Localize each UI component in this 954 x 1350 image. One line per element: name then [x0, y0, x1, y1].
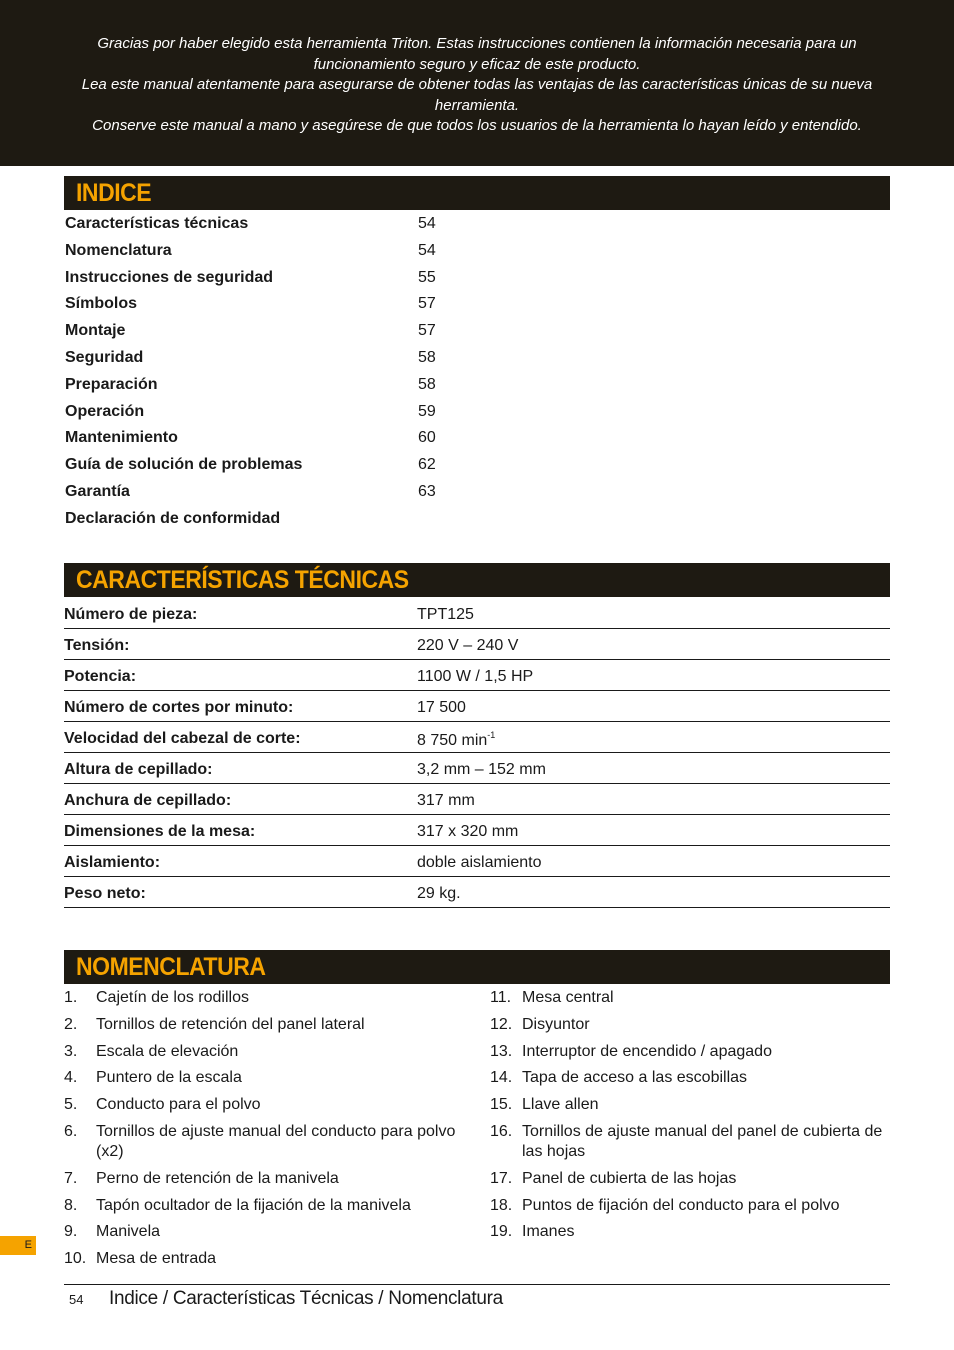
spec-key: Número de pieza:	[64, 606, 198, 623]
nomenclature-number: 12.	[490, 1015, 513, 1033]
nomenclature-item	[64, 1249, 464, 1269]
index-header	[64, 176, 890, 210]
spec-key: Peso neto:	[64, 885, 146, 902]
nomenclature-number: 4.	[64, 1069, 78, 1087]
spec-value	[417, 730, 495, 750]
nomenclature-number: 5.	[64, 1096, 78, 1114]
index-row	[64, 506, 890, 533]
spec-row	[64, 660, 890, 691]
spec-key: Número de cortes por minuto:	[64, 699, 294, 716]
nomenclature-number: 11.	[490, 989, 512, 1006]
nomenclature-text: Cajetín de los rodillos	[96, 989, 249, 1006]
nomenclature-item	[490, 1196, 890, 1216]
index-row	[64, 425, 890, 452]
spec-key: Dimensiones de la mesa:	[64, 823, 256, 840]
nomenclature-text: Manivela	[96, 1223, 161, 1241]
nomenclature-text: Interruptor de encendido / apagado	[522, 1042, 772, 1060]
spec-value-text: TPT125	[417, 606, 474, 623]
nomenclature-item	[490, 1015, 890, 1035]
page-number: 54	[69, 1292, 84, 1307]
nomenclature-number: 3.	[64, 1042, 78, 1060]
nomenclature-item	[490, 988, 890, 1008]
spec-value-text: doble aislamiento	[417, 854, 542, 871]
spec-value	[417, 792, 475, 810]
nomenclature-list-right	[490, 988, 890, 1249]
nomenclature-number: 18.	[490, 1196, 513, 1214]
footer-divider	[64, 1284, 890, 1285]
spec-value-text: 317 x 320 mm	[417, 823, 519, 840]
spec-value	[417, 606, 474, 624]
index-page: 57	[418, 322, 436, 340]
nomenclature-number: 2.	[64, 1015, 78, 1033]
index-row	[64, 399, 890, 426]
index-label: Garantía	[65, 482, 130, 500]
spec-value-text: 220 V – 240 V	[417, 637, 519, 654]
footer-title: Indice / Características Técnicas / Nomenclatura	[109, 1288, 503, 1309]
nomenclature-number: 15.	[490, 1096, 513, 1114]
language-tab: E	[0, 1236, 36, 1255]
nomenclature-item	[490, 1068, 890, 1088]
spec-key: Velocidad del cabezal de corte:	[64, 730, 301, 747]
spec-value-text: 17 500	[417, 699, 466, 716]
index-label: Guía de solución de problemas	[65, 456, 303, 474]
nomenclature-text: Puntos de fijación del conducto para el polvo	[522, 1196, 840, 1214]
nomenclature-item	[490, 1095, 890, 1115]
nomenclature-number: 16.	[490, 1122, 513, 1140]
index-row	[64, 479, 890, 506]
nomenclature-item	[64, 1196, 464, 1216]
spec-value-text: 29 kg.	[417, 885, 461, 902]
spec-row	[64, 815, 890, 846]
index-title: INDICE	[76, 179, 152, 207]
nomenclature-text: Puntero de la escala	[96, 1069, 242, 1087]
spec-value	[417, 885, 461, 903]
spec-row	[64, 753, 890, 784]
nomenclature-text: Perno de retención de la manivela	[96, 1169, 339, 1187]
index-label: Instrucciones de seguridad	[65, 268, 274, 286]
index-row	[64, 372, 890, 399]
nomenclature-item	[490, 1222, 890, 1242]
nomenclature-text: Tapa de acceso a las escobillas	[522, 1069, 748, 1087]
nomenclature-text: Disyuntor	[522, 1015, 590, 1033]
spec-key: Aislamiento:	[64, 854, 161, 871]
specs-title: CARACTERÍSTICAS TÉCNICAS	[76, 566, 409, 594]
index-list	[64, 211, 890, 533]
nomenclature-item	[490, 1042, 890, 1062]
index-label: Declaración de conformidad	[65, 509, 281, 527]
spec-value	[417, 761, 546, 779]
nomenclature-text: Conducto para el polvo	[96, 1096, 261, 1114]
nomenclature-item	[64, 1122, 464, 1162]
spec-row	[64, 691, 890, 722]
index-label: Preparación	[65, 375, 158, 393]
intro-banner	[0, 0, 954, 166]
index-row	[64, 238, 890, 265]
index-page: 57	[418, 295, 436, 313]
nomenclature-text: Llave allen	[522, 1096, 599, 1114]
index-label: Seguridad	[65, 348, 144, 366]
intro-line-2: Lea este manual atentamente para asegurarse de obtener todas las ventajas de las características únicas de su nueva herramienta.	[81, 76, 873, 114]
nomenclature-number: 7.	[64, 1169, 78, 1187]
index-page: 59	[418, 402, 436, 420]
nomenclature-number: 19.	[490, 1223, 513, 1241]
spec-value-text: 317 mm	[417, 792, 475, 809]
spec-value-superscript: -1	[487, 730, 496, 740]
spec-value	[417, 823, 518, 841]
index-label: Montaje	[65, 322, 126, 340]
index-row	[64, 452, 890, 479]
nomenclature-number: 14.	[490, 1069, 513, 1087]
nomenclature-item	[64, 1095, 464, 1115]
spec-key: Anchura de cepillado:	[64, 792, 232, 809]
index-label: Operación	[65, 402, 145, 420]
nomenclature-item	[490, 1122, 890, 1162]
nomenclature-text: Escala de elevación	[96, 1042, 239, 1060]
nomenclature-number: 9.	[64, 1223, 78, 1241]
nomenclature-item	[64, 1015, 464, 1035]
index-row	[64, 211, 890, 238]
index-page: 63	[418, 482, 436, 500]
index-page: 58	[418, 375, 436, 393]
intro-line-3: Conserve este manual a mano y asegúrese de que todos los usuarios de la herramienta lo hayan leído y entendido.	[92, 117, 862, 134]
spec-value-text: 1100 W / 1,5 HP	[417, 668, 534, 685]
spec-key: Altura de cepillado:	[64, 761, 213, 778]
index-row	[64, 318, 890, 345]
nomenclature-number: 6.	[64, 1122, 78, 1140]
specs-table	[64, 598, 890, 908]
nomenclature-list-left	[64, 988, 464, 1276]
nomenclature-text: Tornillos de ajuste manual del panel de cubierta de las hojas	[522, 1122, 883, 1160]
index-page: 54	[418, 241, 436, 259]
nomenclature-number: 8.	[64, 1196, 78, 1214]
index-label: Nomenclatura	[65, 241, 172, 259]
nomenclature-text: Tornillos de ajuste manual del conducto para polvo (x2)	[96, 1122, 456, 1160]
spec-row	[64, 629, 890, 660]
index-row	[64, 291, 890, 318]
spec-value	[417, 637, 518, 655]
index-row	[64, 265, 890, 292]
nomenclature-text: Imanes	[522, 1223, 575, 1241]
spec-row	[64, 784, 890, 815]
index-page: 54	[418, 215, 436, 232]
spec-value-text: 8 750 min	[417, 732, 488, 749]
nomenclature-text: Tornillos de retención del panel lateral	[96, 1015, 365, 1033]
index-row	[64, 345, 890, 372]
spec-value	[417, 699, 466, 717]
spec-row	[64, 722, 890, 753]
intro-line-1: Gracias por haber elegido esta herramienta Triton. Estas instrucciones contienen la información necesaria para un funcionamiento seguro y eficaz de este producto.	[97, 35, 857, 73]
nomenclature-number: 1.	[64, 989, 78, 1006]
nomenclature-number: 13.	[490, 1042, 513, 1060]
spec-value-text: 3,2 mm – 152 mm	[417, 761, 546, 778]
nomenclature-item	[64, 1169, 464, 1189]
nomenclature-item	[64, 1042, 464, 1062]
nomenclature-title: NOMENCLATURA	[76, 953, 266, 981]
nomenclature-item	[64, 988, 464, 1008]
spec-row	[64, 598, 890, 629]
nomenclature-number: 17.	[490, 1169, 513, 1187]
nomenclature-item	[64, 1068, 464, 1088]
index-label: Símbolos	[65, 295, 138, 313]
spec-key: Potencia:	[64, 668, 137, 685]
index-page: 55	[418, 268, 436, 286]
index-label: Mantenimiento	[65, 429, 178, 447]
index-label: Características técnicas	[65, 215, 249, 232]
nomenclature-number: 10.	[64, 1250, 87, 1268]
nomenclature-text: Tapón ocultador de la fijación de la manivela	[96, 1196, 411, 1214]
specs-header	[64, 563, 890, 597]
spec-value	[417, 668, 533, 686]
nomenclature-item	[490, 1169, 890, 1189]
nomenclature-text: Mesa de entrada	[96, 1250, 217, 1268]
nomenclature-text: Mesa central	[522, 989, 614, 1006]
index-page: 60	[418, 429, 436, 447]
spec-row	[64, 846, 890, 877]
index-page: 62	[418, 456, 436, 474]
nomenclature-header	[64, 950, 890, 984]
spec-row	[64, 877, 890, 908]
index-page: 58	[418, 348, 436, 366]
nomenclature-text: Panel de cubierta de las hojas	[522, 1169, 737, 1187]
spec-key: Tensión:	[64, 637, 130, 654]
spec-value	[417, 854, 542, 872]
nomenclature-item	[64, 1222, 464, 1242]
